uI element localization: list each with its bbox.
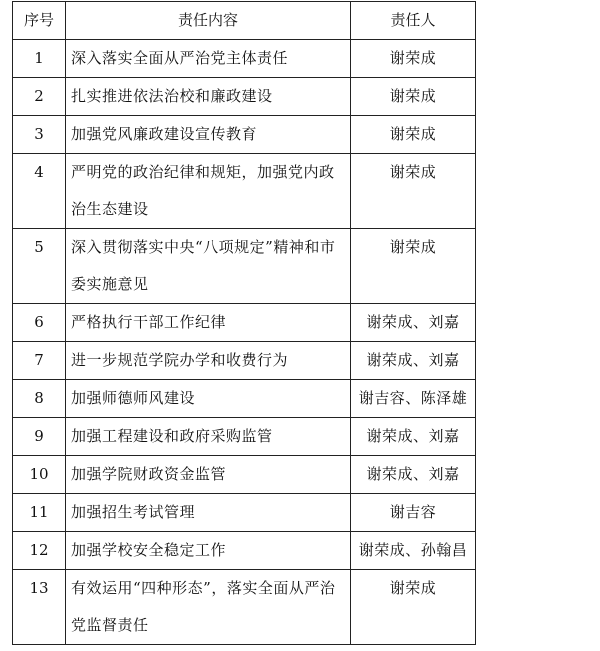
table-row xyxy=(13,229,476,304)
row-content: 加强招生考试管理 xyxy=(66,494,351,532)
table-row xyxy=(13,154,476,229)
row-index: 9 xyxy=(13,418,66,456)
row-index: 3 xyxy=(13,116,66,154)
table-row xyxy=(13,380,476,418)
row-person: 谢荣成、刘嘉 xyxy=(351,342,476,380)
row-content: 加强师德师风建设 xyxy=(66,380,351,418)
row-content: 加强学院财政资金监管 xyxy=(66,456,351,494)
row-content: 有效运用“四种形态”，落实全面从严治党监督责任 xyxy=(66,570,351,645)
row-person: 谢荣成、刘嘉 xyxy=(351,418,476,456)
table-row xyxy=(13,40,476,78)
header-person: 责任人 xyxy=(351,2,476,40)
table-row xyxy=(13,570,476,645)
row-index: 6 xyxy=(13,304,66,342)
row-index: 4 xyxy=(13,154,66,229)
table-row xyxy=(13,494,476,532)
row-index: 1 xyxy=(13,40,66,78)
row-content: 加强党风廉政建设宣传教育 xyxy=(66,116,351,154)
table-header-row xyxy=(13,2,476,40)
row-person: 谢荣成 xyxy=(351,229,476,304)
table-row xyxy=(13,304,476,342)
row-person: 谢荣成 xyxy=(351,40,476,78)
row-person: 谢荣成 xyxy=(351,116,476,154)
row-person: 谢吉容、陈泽雄 xyxy=(351,380,476,418)
table-row xyxy=(13,532,476,570)
row-content: 深入贯彻落实中央“八项规定”精神和市委实施意见 xyxy=(66,229,351,304)
row-person: 谢荣成 xyxy=(351,570,476,645)
row-index: 8 xyxy=(13,380,66,418)
row-person: 谢荣成、刘嘉 xyxy=(351,304,476,342)
table-row xyxy=(13,342,476,380)
row-content: 扎实推进依法治校和廉政建设 xyxy=(66,78,351,116)
header-content: 责任内容 xyxy=(66,2,351,40)
row-person: 谢荣成、孙翰昌 xyxy=(351,532,476,570)
row-content: 加强工程建设和政府采购监管 xyxy=(66,418,351,456)
row-index: 5 xyxy=(13,229,66,304)
row-person: 谢荣成 xyxy=(351,78,476,116)
row-index: 13 xyxy=(13,570,66,645)
row-person: 谢吉容 xyxy=(351,494,476,532)
row-content: 严格执行干部工作纪律 xyxy=(66,304,351,342)
table-row xyxy=(13,78,476,116)
table-row xyxy=(13,418,476,456)
row-content: 严明党的政治纪律和规矩，加强党内政治生态建设 xyxy=(66,154,351,229)
row-content: 加强学校安全稳定工作 xyxy=(66,532,351,570)
header-index: 序号 xyxy=(13,2,66,40)
row-index: 12 xyxy=(13,532,66,570)
row-content: 进一步规范学院办学和收费行为 xyxy=(66,342,351,380)
row-content: 深入落实全面从严治党主体责任 xyxy=(66,40,351,78)
row-person: 谢荣成、刘嘉 xyxy=(351,456,476,494)
row-index: 2 xyxy=(13,78,66,116)
row-person: 谢荣成 xyxy=(351,154,476,229)
row-index: 7 xyxy=(13,342,66,380)
row-index: 11 xyxy=(13,494,66,532)
table-row xyxy=(13,456,476,494)
responsibility-table xyxy=(12,1,476,645)
row-index: 10 xyxy=(13,456,66,494)
table-row xyxy=(13,116,476,154)
